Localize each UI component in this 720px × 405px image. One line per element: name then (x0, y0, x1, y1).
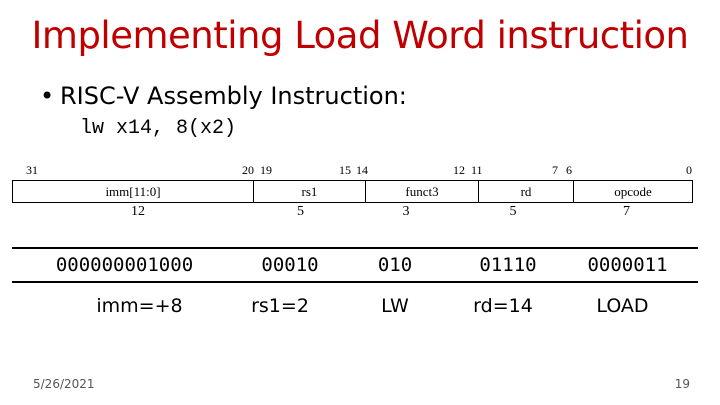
meaning-funct3: LW (381, 295, 409, 317)
meaning-opcode: LOAD (596, 295, 649, 317)
slide-date: 5/26/2021 (33, 377, 95, 391)
field-width: 12 (131, 204, 145, 219)
bit-label: 31 (26, 163, 38, 177)
field-rd: rd (520, 183, 532, 199)
meaning-rs1: rs1=2 (251, 295, 309, 317)
field-rs1: rs1 (301, 183, 318, 199)
encoding-funct3-bits: 010 (377, 254, 413, 276)
page-number: 19 (674, 377, 690, 391)
field-width: 3 (402, 204, 410, 219)
bit-label: 11 (471, 163, 483, 177)
encoding-rs1-bits: 00010 (261, 254, 319, 276)
bit-label: 6 (566, 163, 572, 177)
meaning-imm: imm=+8 (96, 295, 183, 317)
encoding-imm-bits: 000000001000 (55, 254, 194, 276)
field-width: 7 (623, 204, 630, 219)
assembly-instruction: lw x14, 8(x2) (80, 117, 237, 140)
field-funct3: funct3 (405, 183, 439, 199)
encoding-rd-bits: 01110 (479, 254, 537, 276)
field-width: 5 (509, 204, 517, 219)
field-imm: imm[11:0] (105, 183, 161, 199)
field-width: 5 (297, 204, 304, 219)
meaning-rd: rd=14 (473, 295, 533, 317)
encoding-opcode-bits: 0000011 (587, 254, 668, 276)
bullet-text: RISC-V Assembly Instruction: (60, 82, 407, 110)
encoding-top-rule (12, 247, 698, 249)
bit-label: 20 (242, 163, 254, 177)
bit-label: 19 (260, 163, 272, 177)
instruction-format-box (12, 180, 693, 203)
slide-title: Implementing Load Word instruction (31, 14, 689, 57)
bullet-item (40, 82, 407, 110)
bit-label: 12 (453, 163, 465, 177)
field-opcode: opcode (614, 183, 652, 199)
encoding-bottom-rule (12, 281, 698, 283)
bit-label: 15 (339, 163, 351, 177)
bit-label: 7 (552, 163, 558, 177)
bit-label: 0 (686, 163, 692, 177)
bit-label: 14 (356, 163, 368, 177)
bullet-dot-icon: • (40, 82, 55, 110)
